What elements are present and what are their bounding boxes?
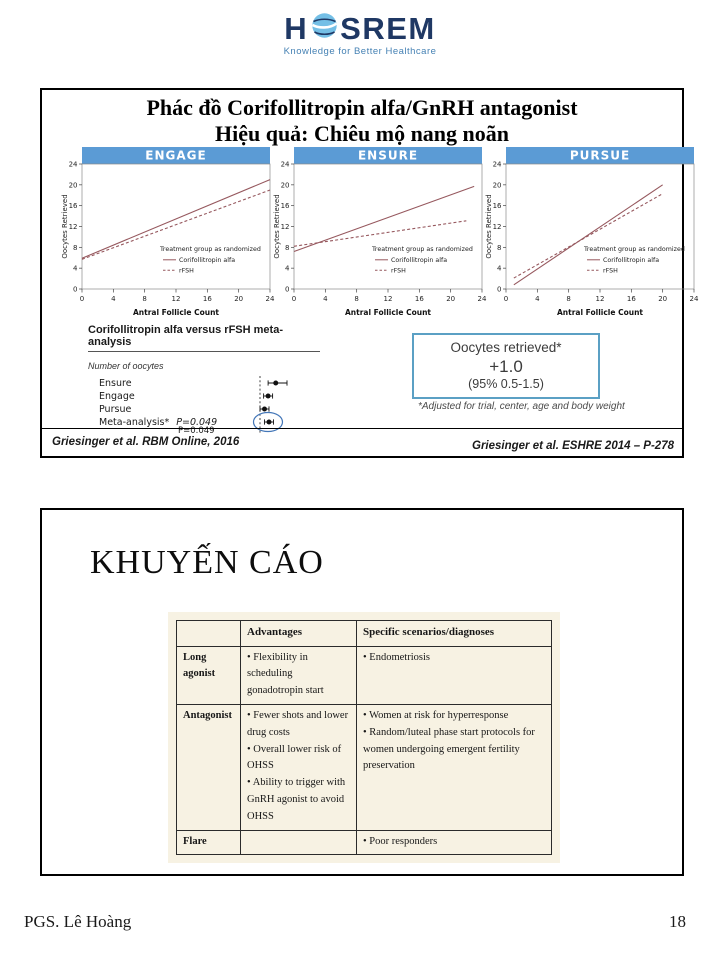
svg-text:12: 12 xyxy=(492,223,502,231)
svg-text:8: 8 xyxy=(497,243,502,252)
svg-text:4: 4 xyxy=(323,295,328,303)
svg-text:24: 24 xyxy=(280,160,290,169)
table-row xyxy=(177,830,552,855)
footer-page-number: 18 xyxy=(669,912,686,931)
svg-text:Engage: Engage xyxy=(99,391,135,403)
globe-icon xyxy=(311,12,338,44)
svg-text:ENSURE: ENSURE xyxy=(357,148,419,163)
svg-text:12: 12 xyxy=(595,295,605,303)
scenarios-cell xyxy=(357,704,552,830)
svg-text:Meta-analysis* P=0.049: Meta-analysis* P=0.049 xyxy=(99,417,218,429)
svg-text:20: 20 xyxy=(234,295,244,303)
svg-text:12: 12 xyxy=(383,295,393,303)
svg-text:0: 0 xyxy=(79,295,85,303)
svg-text:12: 12 xyxy=(280,223,290,231)
logo-tagline: Knowledge for Better Healthcare xyxy=(283,46,437,57)
svg-text:20: 20 xyxy=(658,295,668,303)
svg-text:Treatment group as randomized: Treatment group as randomized xyxy=(372,246,473,253)
svg-text:4: 4 xyxy=(497,264,502,273)
svg-text:16: 16 xyxy=(492,202,502,211)
slide-efficacy xyxy=(40,88,699,458)
svg-text:4: 4 xyxy=(285,264,290,273)
ensure-chart xyxy=(272,147,487,317)
bullet-item: • Endometriosis xyxy=(363,651,430,663)
svg-text:8: 8 xyxy=(566,295,571,303)
svg-text:8: 8 xyxy=(285,243,290,252)
svg-text:Pursue: Pursue xyxy=(99,404,132,416)
hosrem-logo xyxy=(0,12,720,57)
bullet-item: • Poor responders xyxy=(363,835,438,847)
pursue-chart xyxy=(484,147,699,317)
slide1-title-line1: Phác đồ Corifollitropin alfa/GnRH antagonist xyxy=(146,95,578,120)
slide2-title: KHUYẾN CÁO xyxy=(90,544,324,581)
svg-text:0: 0 xyxy=(291,295,297,303)
svg-text:Ensure: Ensure xyxy=(99,378,132,390)
svg-text:Oocytes Retrieved: Oocytes Retrieved xyxy=(485,194,493,259)
svg-text:24: 24 xyxy=(477,295,487,303)
advantages-cell xyxy=(241,646,357,704)
svg-text:4: 4 xyxy=(535,295,540,303)
recommendation-table-panel xyxy=(168,612,560,863)
citation-left: Griesinger et al. RBM Online, 2016 xyxy=(52,436,240,448)
row-label-cell: Antagonist xyxy=(177,704,241,830)
svg-text:20: 20 xyxy=(446,295,456,303)
svg-text:24: 24 xyxy=(689,295,699,303)
svg-text:20: 20 xyxy=(492,181,502,190)
result-box-value: +1.0 xyxy=(489,357,523,376)
row-label-cell: Long agonist xyxy=(177,646,241,704)
meta-analysis-title: Corifollitropin alfa versus rFSH meta-analysis xyxy=(88,324,320,352)
svg-text:0: 0 xyxy=(73,285,78,294)
bullet-item: • Random/luteal phase start protocols for women undergoing emergent fertility preservation xyxy=(363,726,535,772)
svg-text:16: 16 xyxy=(414,295,424,303)
advantages-cell xyxy=(241,704,357,830)
slide1-footer-divider xyxy=(42,428,682,429)
svg-text:rFSH: rFSH xyxy=(603,267,618,275)
logo-wordmark xyxy=(284,12,435,44)
svg-text:ENGAGE: ENGAGE xyxy=(145,148,207,163)
svg-text:Treatment group as randomized: Treatment group as randomized xyxy=(584,246,685,253)
meta-analysis-subtitle: Number of oocytes xyxy=(88,361,164,371)
svg-text:8: 8 xyxy=(142,295,147,303)
svg-text:4: 4 xyxy=(111,295,116,303)
svg-text:Oocytes Retrieved: Oocytes Retrieved xyxy=(61,194,69,259)
slide1-title xyxy=(42,95,682,148)
svg-text:P=0.049: P=0.049 xyxy=(178,426,215,436)
svg-text:0: 0 xyxy=(497,285,502,294)
svg-text:Corifollitropin alfa: Corifollitropin alfa xyxy=(391,257,448,264)
row-label-cell: Flare xyxy=(177,830,241,855)
scenarios-cell xyxy=(357,830,552,855)
scenarios-cell xyxy=(357,646,552,704)
svg-text:Corifollitropin alfa: Corifollitropin alfa xyxy=(603,257,660,264)
svg-text:12: 12 xyxy=(171,295,181,303)
svg-text:16: 16 xyxy=(68,202,78,211)
svg-text:24: 24 xyxy=(492,160,502,169)
svg-text:16: 16 xyxy=(202,295,212,303)
engage-chart xyxy=(60,147,275,317)
oocytes-result-box xyxy=(412,333,600,399)
table-header-row xyxy=(177,621,552,647)
slide-recommendations xyxy=(40,508,684,876)
slide1-title-line2: Hiệu quả: Chiêu mộ nang noãn xyxy=(214,121,510,147)
recommendation-table xyxy=(176,620,552,855)
svg-text:8: 8 xyxy=(73,243,78,252)
adjustment-footnote: *Adjusted for trial, center, age and body weight xyxy=(418,401,625,412)
bullet-item: • Fewer shots and lower drug costs xyxy=(247,709,349,738)
svg-text:0: 0 xyxy=(285,285,290,294)
logo-letter-h: H xyxy=(284,10,309,46)
svg-text:0: 0 xyxy=(503,295,509,303)
svg-text:Antral Follicle Count: Antral Follicle Count xyxy=(133,308,219,317)
table-header-cell: Specific scenarios/diagnoses xyxy=(357,621,552,647)
svg-text:8: 8 xyxy=(354,295,359,303)
svg-text:Oocytes Retrieved: Oocytes Retrieved xyxy=(273,194,281,259)
table-header-cell xyxy=(177,621,241,647)
logo-letters-srem: SREM xyxy=(340,10,436,46)
table-row xyxy=(177,704,552,830)
svg-text:16: 16 xyxy=(626,295,636,303)
bullet-item: • Flexibility in scheduling gonadotropin start xyxy=(247,651,324,697)
result-box-ci: (95% 0.5-1.5) xyxy=(468,377,544,391)
svg-text:20: 20 xyxy=(280,181,290,190)
svg-text:PURSUE: PURSUE xyxy=(569,148,631,163)
svg-text:20: 20 xyxy=(68,181,78,190)
footer-author: PGS. Lê Hoàng xyxy=(24,912,132,931)
svg-text:rFSH: rFSH xyxy=(179,267,194,275)
bullet-item: • Ability to trigger with GnRH agonist to avoid OHSS xyxy=(247,777,346,822)
svg-text:Antral Follicle Count: Antral Follicle Count xyxy=(345,308,431,317)
svg-text:Corifollitropin alfa: Corifollitropin alfa xyxy=(179,257,236,264)
svg-text:4: 4 xyxy=(73,264,78,273)
table-row xyxy=(177,646,552,704)
svg-text:Treatment group as randomized: Treatment group as randomized xyxy=(160,246,261,253)
citation-right: Griesinger et al. ESHRE 2014 – P-278 xyxy=(472,440,674,452)
result-box-title: Oocytes retrieved* xyxy=(450,340,562,355)
bullet-item: • Overall lower risk of OHSS xyxy=(247,743,342,772)
bullet-item: • Women at risk for hyperresponse xyxy=(363,709,509,721)
forest-plot xyxy=(88,375,378,441)
svg-text:24: 24 xyxy=(265,295,275,303)
svg-text:Antral Follicle Count: Antral Follicle Count xyxy=(557,308,643,317)
svg-text:12: 12 xyxy=(68,223,78,231)
svg-text:rFSH: rFSH xyxy=(391,267,406,275)
trial-charts-row xyxy=(42,147,699,317)
svg-text:16: 16 xyxy=(280,202,290,211)
svg-text:24: 24 xyxy=(68,160,78,169)
table-header-cell: Advantages xyxy=(241,621,357,647)
advantages-cell xyxy=(241,830,357,855)
